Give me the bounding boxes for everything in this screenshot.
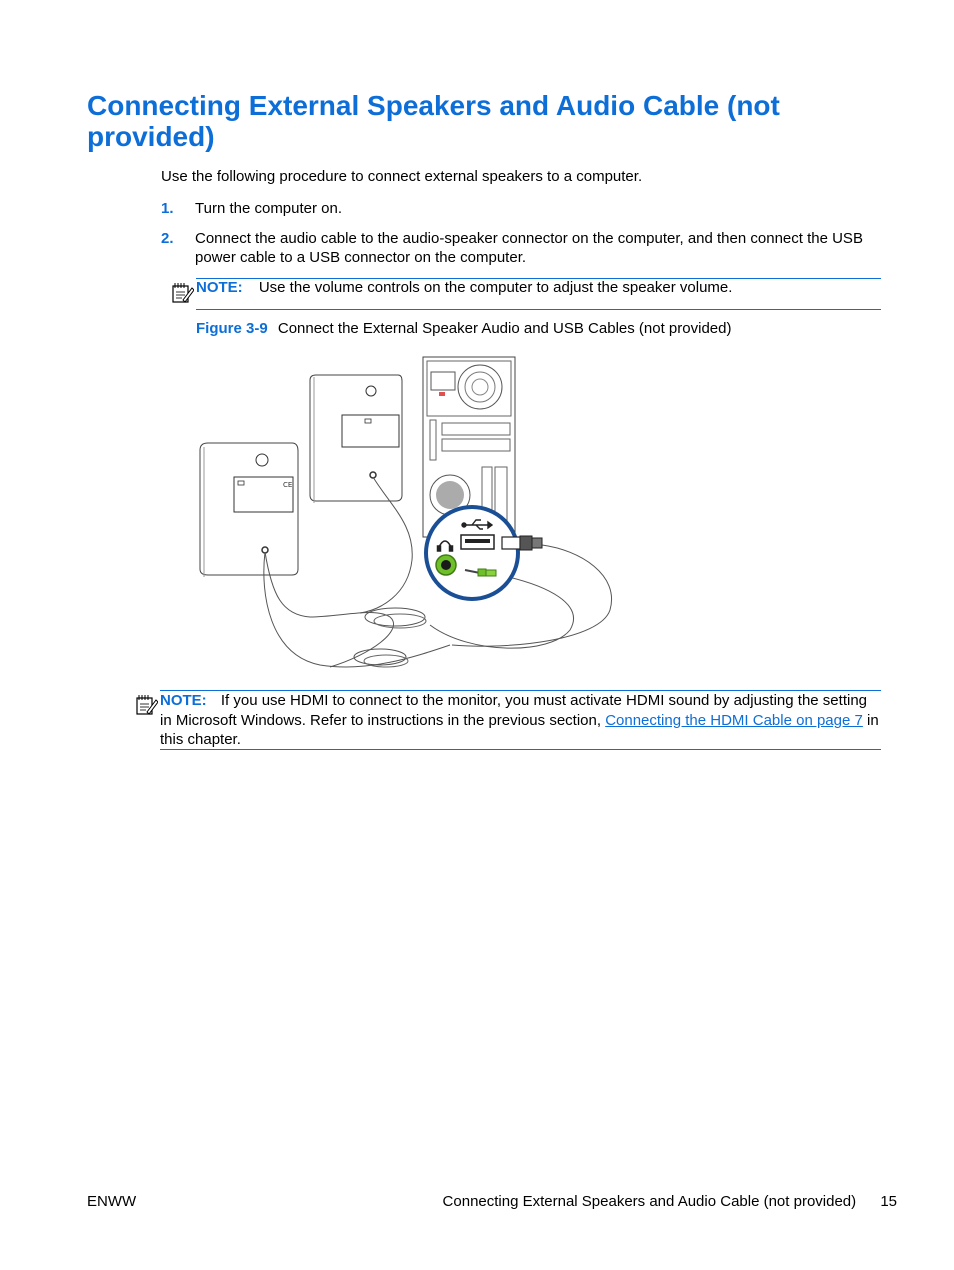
figure-caption-text: Connect the External Speaker Audio and USB Cables (not provided) (277, 320, 732, 337)
note-text: Use the volume controls on the computer to adjust the speaker volume. (258, 279, 733, 296)
step-number: 2. (161, 230, 174, 247)
svg-text:CE: CE (283, 481, 293, 489)
figure-caption (196, 320, 731, 337)
note-label: NOTE: (160, 692, 207, 709)
intro-text: Use the following procedure to connect external speakers to a computer. (161, 168, 643, 185)
step-number: 1. (161, 200, 174, 217)
note-icon (134, 693, 158, 717)
note-text-end: in this chapter. (160, 711, 879, 748)
footer-right (443, 1193, 897, 1210)
speaker-connection-figure (190, 355, 630, 675)
step-text: Turn the computer on. (195, 200, 343, 217)
page-title: Connecting External Speakers and Audio Cable (not provided) (87, 90, 780, 152)
speaker-left (200, 443, 298, 577)
note-label: NOTE: (196, 279, 243, 296)
step-text: Connect the audio cable to the audio-speaker connector on the computer, and then connect the USB power cable to a USB connector on the computer. (195, 230, 863, 266)
note-text: If you use HDMI to connect to the monitor, you must activate HDMI sound by adjusting the setting in Microsoft Windows. Refer to instructions in the previous section, (160, 692, 868, 729)
note-icon (170, 281, 194, 305)
footer-doc-id: ENWW (87, 1193, 137, 1210)
note-box (160, 690, 881, 750)
note-box (196, 278, 881, 310)
connector-zoom (426, 507, 542, 599)
footer-section-title: Connecting External Speakers and Audio Cable (not provided) (442, 1193, 857, 1210)
figure-label: Figure 3-9 (196, 320, 268, 337)
page-number: 15 (880, 1193, 897, 1210)
hdmi-section-link[interactable]: Connecting the HDMI Cable on page 7 (605, 711, 863, 729)
speaker-right (310, 375, 402, 503)
